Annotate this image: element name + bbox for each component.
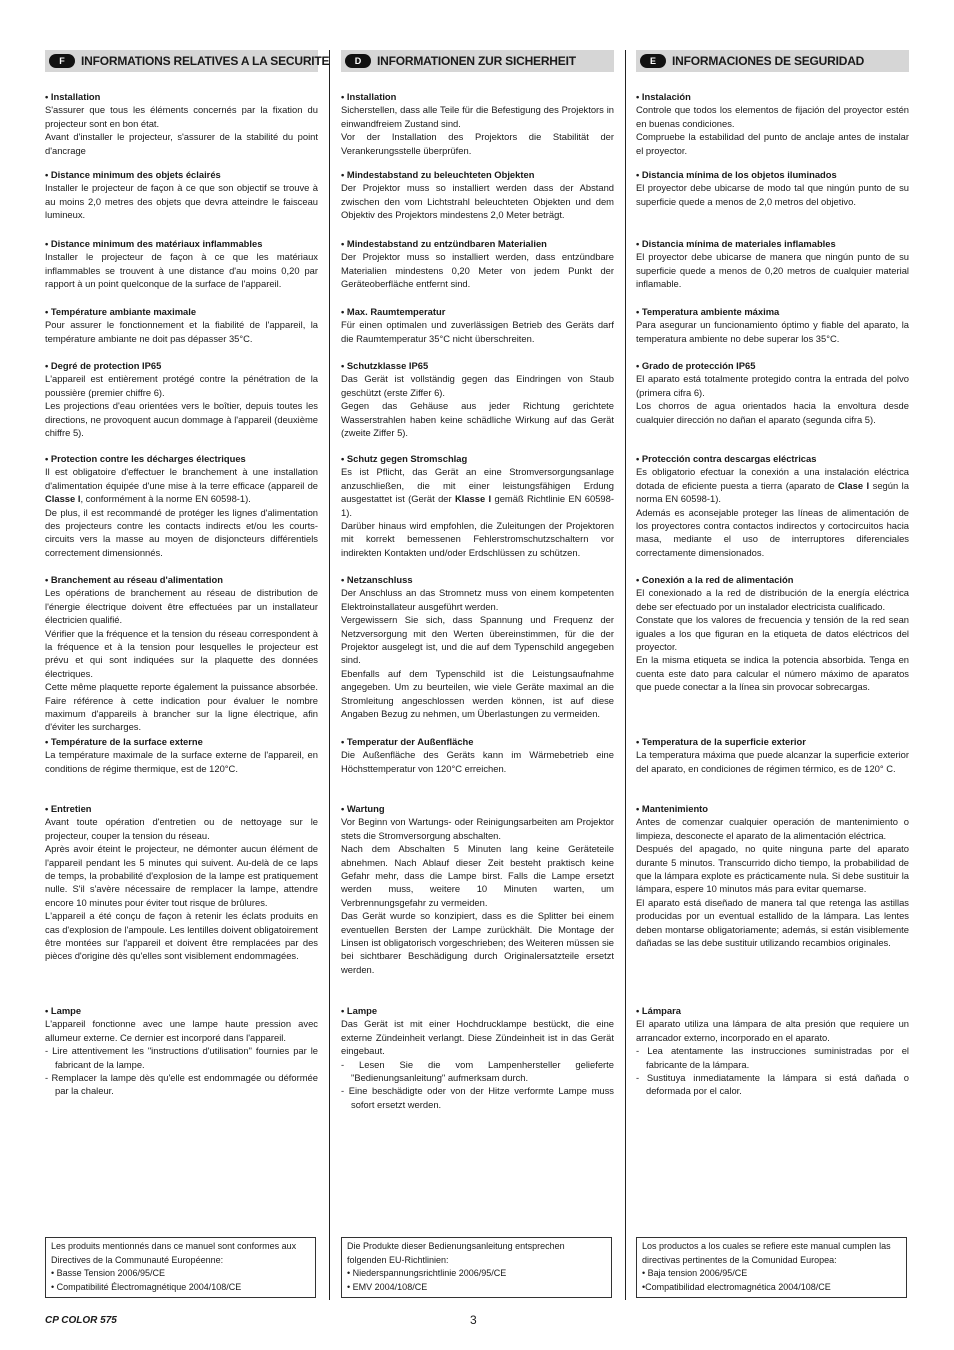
- safety-section: [45, 735, 318, 775]
- section-body: [45, 103, 318, 157]
- section-body: [636, 586, 909, 693]
- section-title: • Mantenimiento: [636, 803, 709, 814]
- paragraph: La température maximale de la surface externe de l'appareil, en conditions de régime thermique, est de 120°C.: [45, 749, 318, 774]
- section-body: [636, 181, 909, 208]
- paragraph: Sicherstellen, dass alle Teile für die Befestigung des Projektors in einwandfreiem Zustand sind.: [341, 104, 614, 129]
- section-title: • Distancia mínima de los objetos iluminados: [636, 169, 837, 180]
- paragraph: Es ist Pflicht, das Gerät an eine Stromversorgungsanlage anzuschließen, die mit einer leistungsfähigen Erdung ausgestattet ist (Gerät der Klasse I gemäß Richtlinie EN 60598-1).: [341, 466, 614, 518]
- section-body: [341, 181, 614, 221]
- paragraph: Avant d'installer le projecteur, s'assurer de la stabilité du point d'ancrage: [45, 131, 318, 156]
- paragraph: L'appareil a été conçu de façon à retenir les éclats produits en cas d'explosion de l'ampoule. Les lentilles doivent obligatoirement être montées sur l'appareil et doivent être remplacées par des pièces d'origine dès qu'elles sont visiblement endommagées.: [45, 910, 319, 962]
- section-body: [341, 586, 614, 720]
- safety-section: [636, 90, 909, 157]
- section-title: • Schutzklasse IP65: [341, 360, 429, 371]
- section-body: [45, 1017, 318, 1097]
- section-body: [45, 815, 318, 962]
- section-title: • Lampe: [45, 1005, 82, 1016]
- paragraph: Das Gerät wurde so konzipiert, dass es die Splitter bei einem eventuellen Bersten der Lampe zurückhält. Die Montage der Linsen ist obligatorisch vorgeschrieben; des Weiteren müssen sie bei sichtbarer Beschädigung durch Originalersatzteile ersetzt werden.: [341, 910, 614, 975]
- section-body: [45, 372, 318, 439]
- safety-section: [341, 237, 614, 291]
- section-title: • Protection contre les décharges électriques: [45, 453, 246, 464]
- section-title: • Entretien: [45, 803, 92, 814]
- safety-section: [341, 359, 614, 439]
- paragraph: Das Gerät ist mit einer Hochdrucklampe bestückt, die eine externe Zündeinheit verlangt. Diese Zündeinheit ist in das Gerät eingebaut.: [341, 1018, 614, 1057]
- section-title: • Temperatura ambiente máxima: [636, 306, 780, 317]
- directive-item: • EMV 2004/108/CE: [347, 1281, 428, 1292]
- safety-section: [341, 1004, 614, 1111]
- section-title: • Mindestabstand zu beleuchteten Objekten: [341, 169, 535, 180]
- column-divider: [329, 50, 330, 1300]
- paragraph: Ebenfalls auf dem Typenschild ist die Leistungsaufnahme angegeben. Um zu beurteilen, wie viele Geräte maximal an die Stromleitung angeschlossen werden können, ist auf diese Angaben Bezug zu nehmen, um Überlastungen zu vermeiden.: [341, 667, 614, 720]
- paragraph: El aparato está totalmente protegido contra la entrada del polvo (primera cifra 6).: [636, 373, 909, 398]
- language-badge: F: [49, 54, 75, 68]
- safety-section: [341, 305, 614, 345]
- paragraph: En la misma etiqueta se indica la potencia absorbida. Tenga en cuenta este dato para calcular el número máximo de aparatos que puede conectar a la línea sin provocar sobrecargas.: [636, 654, 909, 693]
- paragraph: Vor Beginn von Wartungs- oder Reinigungsarbeiten am Projektor stets die Stromversorgung abschalten.: [341, 816, 614, 841]
- safety-section: [636, 573, 909, 694]
- section-body: [45, 318, 318, 345]
- safety-section: [45, 452, 318, 559]
- section-title: • Temperatura de la superficie exterior: [636, 736, 806, 747]
- paragraph: Cette même plaquette reporte également la puissance absorbée. Faire référence à cette indication pour évaluer le nombre maximum d'appareils à brancher sur la ligne électrique, afin d'éviter les surcharges.: [45, 681, 318, 733]
- section-header: [45, 50, 330, 72]
- paragraph: El proyector debe ubicarse de modo tal que ningún punto de su superficie quede a menos de 2,0 metros del objetivo.: [636, 182, 909, 207]
- section-title: • Max. Raumtemperatur: [341, 306, 446, 317]
- paragraph: Les projections d'eau orientées vers le boîtier, depuis toutes les directions, ne provoquent aucun dommage à l'appareil (deuxième chiffre 5).: [45, 400, 318, 439]
- paragraph: El aparato está diseñado de manera tal que retenga las astillas producidas por un eventual estallido de la lámpara. Las lentes deben montarse obligatoriamente; además, si están visiblemente dañadas se las debe sustituir utilizando recambios originales.: [636, 896, 909, 949]
- section-body: [45, 586, 318, 733]
- section-title: • Lampe: [341, 1005, 378, 1016]
- section-title: • Temperatur der Außenfläche: [341, 736, 474, 747]
- section-body: [45, 748, 318, 775]
- safety-section: [636, 237, 909, 291]
- paragraph: Installer le projecteur de façon à ce que son objectif se trouve à au moins 2,0 metres des objets que devra atteindre le faisceau lumineux.: [45, 182, 318, 221]
- paragraph: Para asegurar un funcionamiento óptimo y fiable del aparato, la temperatura ambiente no debe superar los 35°C.: [636, 319, 909, 344]
- directive-item: • Niederspannungsrichtlinie 2006/95/CE: [347, 1268, 507, 1278]
- section-header: [341, 50, 614, 72]
- safety-section: [636, 305, 909, 345]
- paragraph: Les opérations de branchement au réseau de distribution de l'énergie électrique doivent être effectuées par un installateur électricien qualifié.: [45, 587, 318, 626]
- section-body: [636, 372, 909, 426]
- compliance-intro: Los productos a los cuales se refiere este manual cumplen las directivas pertinentes de la Comunidad Europea:: [642, 1241, 891, 1265]
- section-body: [341, 748, 614, 775]
- paragraph: Der Projektor muss so installiert werden dass der Abstand zwischen den vom Lichtstrahl beleuchteten Objekten und dem Objektiv des Projektors mindestens 2,0 Meter beträgt.: [341, 182, 614, 221]
- section-title: • Lámpara: [636, 1005, 681, 1016]
- section-title: • Conexión a la red de alimentación: [636, 574, 794, 585]
- directive-item: •Compatibilidad electromagnética 2004/108/CE: [642, 1281, 831, 1292]
- section-body: [341, 103, 614, 157]
- paragraph: Además es aconsejable proteger las líneas de alimentación de los proyectores contra contactos indirectos y cortocircuitos hacia masa, mediante el uso de interruptores diferenciales correctamente dimensionados.: [636, 506, 909, 558]
- column-french: [45, 50, 330, 1097]
- header-title: INFORMATIONS RELATIVES A LA SECURITE: [81, 54, 330, 68]
- safety-section: [45, 573, 318, 734]
- safety-section: [45, 237, 318, 291]
- paragraph: Die Außenfläche des Geräts kann im Wärmebetrieb eine Höchsttemperatur von 120°C erreichen.: [341, 749, 614, 774]
- paragraph: El conexionado a la red de distribución de la energía eléctrica debe ser efectuado por un instalador electricista cualificado.: [636, 587, 909, 612]
- paragraph: Es obligatorio efectuar la conexión a una instalación eléctrica dotada de eficiente puesta a tierra (aparato de Clase I según la norma EN 60598-1).: [636, 466, 909, 505]
- footer-model: CP COLOR 575: [45, 1315, 117, 1326]
- section-title: • Grado de protección IP65: [636, 360, 756, 371]
- section-body: [341, 318, 614, 345]
- section-title: • Distancia mínima de materiales inflamables: [636, 238, 836, 249]
- section-title: • Branchement au réseau d'alimentation: [45, 574, 223, 585]
- paragraph: Das Gerät ist vollständig gegen das Eindringen von Staub geschützt (erste Ziffer 6).: [341, 373, 614, 398]
- safety-section: [636, 802, 909, 949]
- paragraph: S'assurer que tous les éléments concernés par la fixation du projecteur sont en bon état.: [45, 104, 318, 129]
- safety-section: [45, 305, 318, 345]
- paragraph: Gegen das Gehäuse aus jeder Richtung gerichtete Wasserstrahlen haben keine schädliche Wirkung auf das Gerät (zweite Ziffer 5).: [341, 400, 614, 439]
- directive-item: • Baja tension 2006/95/CE: [642, 1268, 748, 1278]
- section-body: [45, 250, 318, 290]
- safety-section: [341, 802, 614, 976]
- section-title: • Instalación: [636, 91, 691, 102]
- section-title: • Température ambiante maximale: [45, 306, 197, 317]
- paragraph: Vérifier que la fréquence et la tension du réseau correspondent à la fréquence et à la tension pour lesquelles le projecteur est prévu et qui sont indiquées sur la plaquette des données électriques.: [45, 627, 318, 679]
- section-title: • Netzanschluss: [341, 574, 413, 585]
- paragraph: Antes de comenzar cualquier operación de mantenimiento o limpieza, desconecte el aparato de la alimentación eléctrica.: [636, 816, 909, 841]
- paragraph: Compruebe la estabilidad del punto de anclaje antes de instalar el proyector.: [636, 131, 909, 156]
- column-spanish: [636, 50, 909, 1097]
- safety-section: [45, 802, 318, 963]
- section-body: [45, 465, 318, 559]
- section-body: [636, 748, 909, 775]
- section-header: [636, 50, 909, 72]
- compliance-box-spanish: [636, 1237, 907, 1298]
- safety-section: [45, 359, 318, 439]
- safety-section: [636, 452, 909, 559]
- header-title: INFORMACIONES DE SEGURIDAD: [672, 54, 865, 68]
- paragraph: Pour assurer le fonctionnement et la fiabilité de l'appareil, la température ambiante ne doit pas dépasser 35°C.: [45, 319, 318, 344]
- list-item: - Sustituya inmediatamente la lámpara si está dañada o deformada por el calor.: [636, 1072, 909, 1097]
- paragraph: Il est obligatoire d'effectuer le branchement à une installation d'alimentation équipée d'une mise à la terre efficace (appareil de Classe I, conformément à la norme EN 60598-1).: [45, 466, 318, 505]
- paragraph: Der Anschluss an das Stromnetz muss von einem kompetenten Elektroinstallateur ausgeführt werden.: [341, 587, 614, 612]
- instruction-list: [636, 1044, 909, 1098]
- paragraph: Der Projektor muss so installiert werden, dass entzündbare Materialien mindestens 0,20 Meter von jedem Punkt der Geräteoberfläche entfernt sind.: [341, 251, 614, 290]
- list-item: - Remplacer la lampe dès qu'elle est endommagée ou déformée par la chaleur.: [45, 1072, 318, 1097]
- section-body: [341, 465, 614, 559]
- section-title: • Installation: [45, 91, 101, 102]
- section-title: • Mindestabstand zu entzündbaren Materialien: [341, 238, 547, 249]
- header-title: INFORMATIONEN ZUR SICHERHEIT: [377, 54, 576, 68]
- section-body: [341, 1017, 614, 1111]
- safety-section: [636, 168, 909, 208]
- paragraph: Después del apagado, no quite ninguna parte del aparato durante 5 minutos. Transcurrido dicho tiempo, la probabilidad de que la lámpara explote es prácticamente nula. Si debe sustituir la lámpara, espere 10 minutos más para evitar quemarse.: [636, 843, 909, 895]
- section-body: [636, 1017, 909, 1097]
- column-divider: [625, 50, 626, 1300]
- safety-section: [341, 168, 614, 222]
- compliance-box-french: [45, 1237, 316, 1298]
- section-body: [636, 465, 909, 559]
- directive-item: • Compatibilité Électromagnétique 2004/108/CE: [51, 1281, 242, 1292]
- section-body: [636, 250, 909, 290]
- section-body: [636, 318, 909, 345]
- section-body: [636, 103, 909, 157]
- column-german: [341, 50, 614, 1110]
- paragraph: Après avoir éteint le projecteur, ne démonter aucun élément de l'appareil pendant les 5 minutes qui suivent. Au-delà de ce laps de temps, la probabilité d'explosion de la lampe est pratiquement nulle. S'il s'avère nécessaire de remplacer la lampe, attendre encore 10 minutes pour éviter tout risque de brûlures.: [45, 843, 318, 908]
- compliance-box-german: [341, 1237, 612, 1298]
- list-item: - Lire attentivement les "instructions d'utilisation" fournies par le fabricant de la lampe.: [45, 1045, 318, 1070]
- paragraph: La temperatura máxima que puede alcanzar la superficie exterior del aparato, en condiciones de régimen térmico, es de 120° C.: [636, 749, 909, 774]
- section-body: [341, 815, 614, 976]
- paragraph: Los chorros de agua orientados hacia la envoltura desde cualquier dirección no dañan el aparato (segunda cifra 5).: [636, 400, 909, 425]
- paragraph: Nach dem Abschalten 5 Minuten lang keine Geräteteile abnehmen. Nach Ablauf dieser Zeit besteht praktisch keine Gefahr mehr, dass die Lampe birst. Falls die Lampe ersetzt werden muss, weitere 10 Minuten warten, um Verbrennungsgefahr zu vermeiden.: [341, 843, 614, 908]
- safety-section: [45, 90, 318, 157]
- section-title: • Distance minimum des matériaux inflammables: [45, 238, 263, 249]
- paragraph: L'appareil est entièrement protégé contre la pénétration de la poussière (premier chiffre 6).: [45, 373, 318, 398]
- paragraph: Vor der Installation des Projektors die Stabilität der Verankerungsstelle überprüfen.: [341, 131, 614, 156]
- section-title: • Distance minimum des objets éclairés: [45, 169, 221, 180]
- paragraph: Vergewissern Sie sich, dass Spannung und Frequenz der Netzversorgung mit den Werten übereinstimmen, für die der Projektor ausgelegt ist, und die auf dem Typenschild angegeben sind.: [341, 614, 614, 666]
- list-item: - Lesen Sie die vom Lampenhersteller gelieferte "Bedienungsanleitung" aufmerksam durch.: [341, 1058, 614, 1084]
- list-item: - Eine beschädigte oder von der Hitze verformte Lampe muss sofort ersetzt werden.: [341, 1085, 614, 1110]
- section-body: [636, 815, 909, 949]
- section-body: [341, 250, 614, 290]
- safety-section: [341, 573, 614, 720]
- compliance-intro: Die Produkte dieser Bedienungsanleitung entsprechen folgenden EU-Richtlinien:: [347, 1241, 565, 1265]
- paragraph: Avant toute opération d'entretien ou de nettoyage sur le projecteur, couper la tension du réseau.: [45, 816, 318, 841]
- section-title: • Schutz gegen Stromschlag: [341, 453, 468, 464]
- section-body: [45, 181, 318, 221]
- list-item: - Lea atentamente las instrucciones suministradas por el fabricante de la lámpara.: [636, 1045, 909, 1070]
- paragraph: Darüber hinaus wird empfohlen, die Zuleitungen der Projektoren mit korrekt bemessenen Fehlerstromschutzschaltern vor indirekten Kontakten und/oder Erdschlüssen zu schützen.: [341, 520, 614, 558]
- paragraph: L'appareil fonctionne avec une lampe haute pression avec allumeur externe. Ce dernier est incorporé dans l'appareil.: [45, 1018, 318, 1043]
- paragraph: Für einen optimalen und zuverlässigen Betrieb des Geräts darf die Raumtemperatur 35°C nicht überschreiten.: [341, 319, 614, 344]
- section-title: • Installation: [341, 91, 397, 102]
- section-title: • Degré de protection IP65: [45, 360, 162, 371]
- safety-section: [341, 90, 614, 157]
- compliance-intro: Les produits mentionnés dans ce manuel sont conformes aux Directives de la Communauté Européenne:: [51, 1241, 297, 1265]
- page-number: 3: [470, 1313, 477, 1327]
- safety-section: [341, 452, 614, 559]
- paragraph: El aparato utiliza una lámpara de alta presión que requiere un arrancador externo, incorporado en el aparato.: [636, 1018, 909, 1043]
- section-title: • Température de la surface externe: [45, 736, 203, 747]
- language-badge: E: [640, 54, 666, 68]
- safety-section: [636, 1004, 909, 1098]
- language-badge: D: [345, 54, 371, 68]
- safety-section: [636, 735, 909, 775]
- safety-section: [341, 735, 614, 775]
- paragraph: Constate que los valores de frecuencia y tensión de la red sean iguales a los que figuran en la etiqueta de datos eléctricos del proyector.: [636, 614, 909, 653]
- section-title: • Protección contra descargas eléctricas: [636, 453, 817, 464]
- section-body: [341, 372, 614, 439]
- paragraph: Installer le projecteur de façon à ce que les matériaux inflammables se trouvent à une distance d'au moins 0,20 par rapport à un point quelconque de la surface de l'appareil.: [45, 251, 318, 290]
- safety-section: [636, 359, 909, 426]
- section-title: • Wartung: [341, 803, 385, 814]
- safety-section: [45, 168, 318, 222]
- instruction-list: [341, 1058, 614, 1112]
- paragraph: De plus, il est recommandé de protéger les lignes d'alimentation des projecteurs contre les contacts indirects et/ou les courts-circuits vers la masse au moyen de disjoncteurs différentiels correctement dimensionnés.: [45, 506, 318, 558]
- paragraph: Controle que todos los elementos de fijación del proyector estén en buenas condiciones.: [636, 104, 909, 129]
- directive-item: • Basse Tension 2006/95/CE: [51, 1268, 166, 1278]
- instruction-list: [45, 1044, 318, 1098]
- paragraph: El proyector debe ubicarse de manera que ningún punto de su superficie quede a menos de 0,20 metros de cualquier material inflamable.: [636, 251, 909, 290]
- safety-section: [45, 1004, 318, 1098]
